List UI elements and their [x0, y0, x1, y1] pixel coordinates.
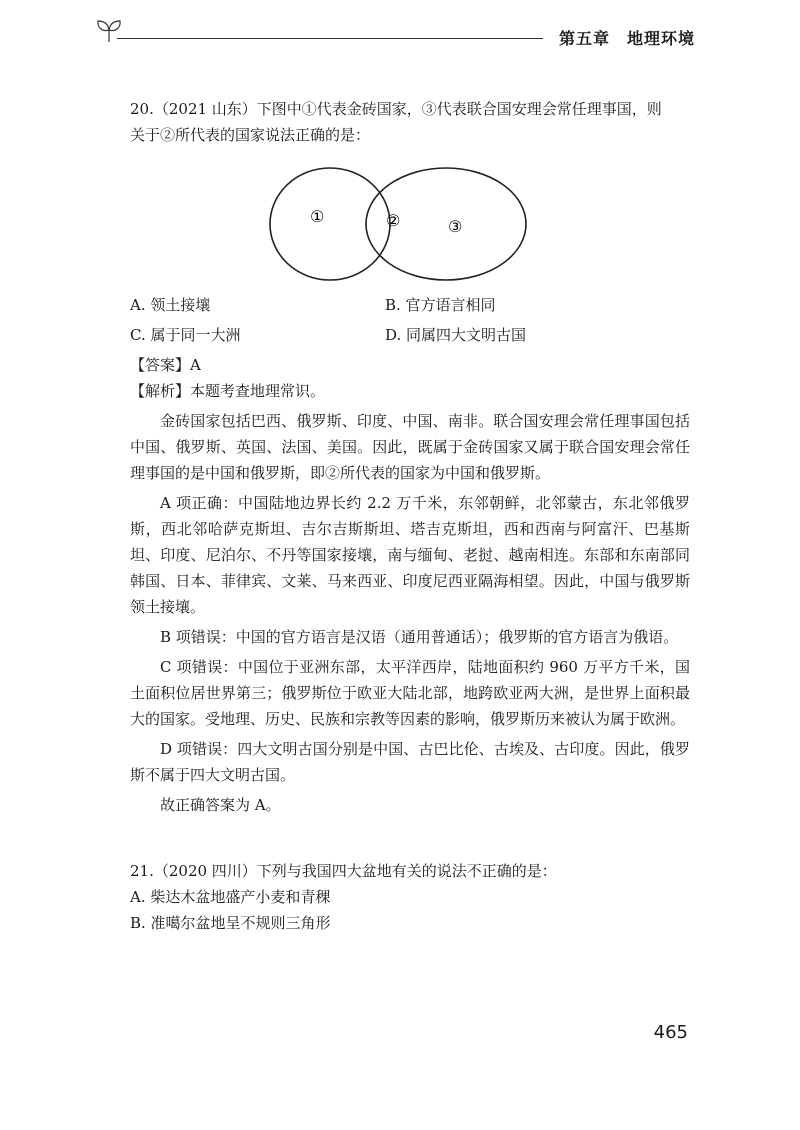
- q20-option-b: B. 官方语言相同: [385, 296, 496, 314]
- venn-label-left: ①: [310, 207, 325, 226]
- venn-label-middle: ②: [386, 211, 401, 230]
- q20-options: [130, 292, 690, 348]
- venn-diagram: [268, 164, 528, 284]
- q20-option-d: D. 同属四大文明古国: [385, 326, 527, 344]
- analysis-paragraph: 故正确答案为 A。: [160, 796, 281, 814]
- q21-stem: 21.（2020 四川）下列与我国四大盆地有关的说法不正确的是：: [130, 862, 557, 880]
- question-content: [130, 96, 690, 936]
- answer-value: A: [190, 356, 201, 374]
- q20-analysis-heading: [130, 378, 690, 404]
- analysis-paragraph: A 项正确：中国陆地边界长约 2.2 万千米，东邻朝鲜，北邻蒙古，东北邻俄罗斯，西北邻哈萨克斯坦、吉尔吉斯斯坦、塔吉克斯坦，西和西南与阿富汗、巴基斯坦、印度、尼泊尔、不丹等国家接壤，南与缅甸、老挝、越南相连。东部和东南部同韩国、日本、菲律宾、文莱、马来西亚、印度尼西亚隔海相望。因此，中国与俄罗斯领土接壤。: [130, 494, 690, 616]
- page-header: [95, 18, 695, 48]
- page-number: 465: [653, 1022, 688, 1043]
- venn-label-right: ③: [448, 217, 463, 236]
- analysis-intro: 本题考查地理常识。: [190, 382, 326, 400]
- q20-option-c: C. 属于同一大洲: [130, 326, 241, 344]
- venn-circle-left: [270, 168, 390, 280]
- leaf-icon: [95, 18, 125, 44]
- q20-answer: [130, 352, 690, 378]
- analysis-paragraph: 金砖国家包括巴西、俄罗斯、印度、中国、南非。联合国安理会常任理事国包括中国、俄罗斯、英国、法国、美国。因此，既属于金砖国家又属于联合国安理会常任理事国的是中国和俄罗斯，即②所代表的国家为中国和俄罗斯。: [130, 412, 690, 482]
- answer-tag: 【答案】: [130, 356, 191, 374]
- q20-stem-line1: 20.（2021 山东）下图中①代表金砖国家，③代表联合国安理会常任理事国，则: [130, 100, 662, 118]
- analysis-paragraph: B 项错误：中国的官方语言是汉语（通用普通话）；俄罗斯的官方语言为俄语。: [160, 628, 679, 646]
- q21-option-b: B. 准噶尔盆地呈不规则三角形: [130, 914, 331, 932]
- q21-option-a: A. 柴达木盆地盛产小麦和青稞: [130, 888, 331, 906]
- analysis-paragraph: C 项错误：中国位于亚洲东部，太平洋西岸，陆地面积约 960 万平方千米，国土面积位居世界第三；俄罗斯位于欧亚大陆北部，地跨欧亚两大洲，是世界上面积最大的国家。受地理、历史、民族和宗教等因素的影响，俄罗斯历来被认为属于欧洲。: [130, 658, 690, 728]
- analysis-tag: 【解析】: [130, 382, 191, 400]
- q20-option-a: A. 领土接壤: [130, 296, 211, 314]
- header-rule: [117, 38, 543, 39]
- analysis-paragraph: D 项错误：四大文明古国分别是中国、古巴比伦、古埃及、古印度。因此，俄罗斯不属于四大文明古国。: [130, 740, 690, 784]
- q20-stem-line2: 关于②所代表的国家说法正确的是：: [130, 126, 371, 144]
- chapter-title: 第五章 地理环境: [558, 29, 695, 48]
